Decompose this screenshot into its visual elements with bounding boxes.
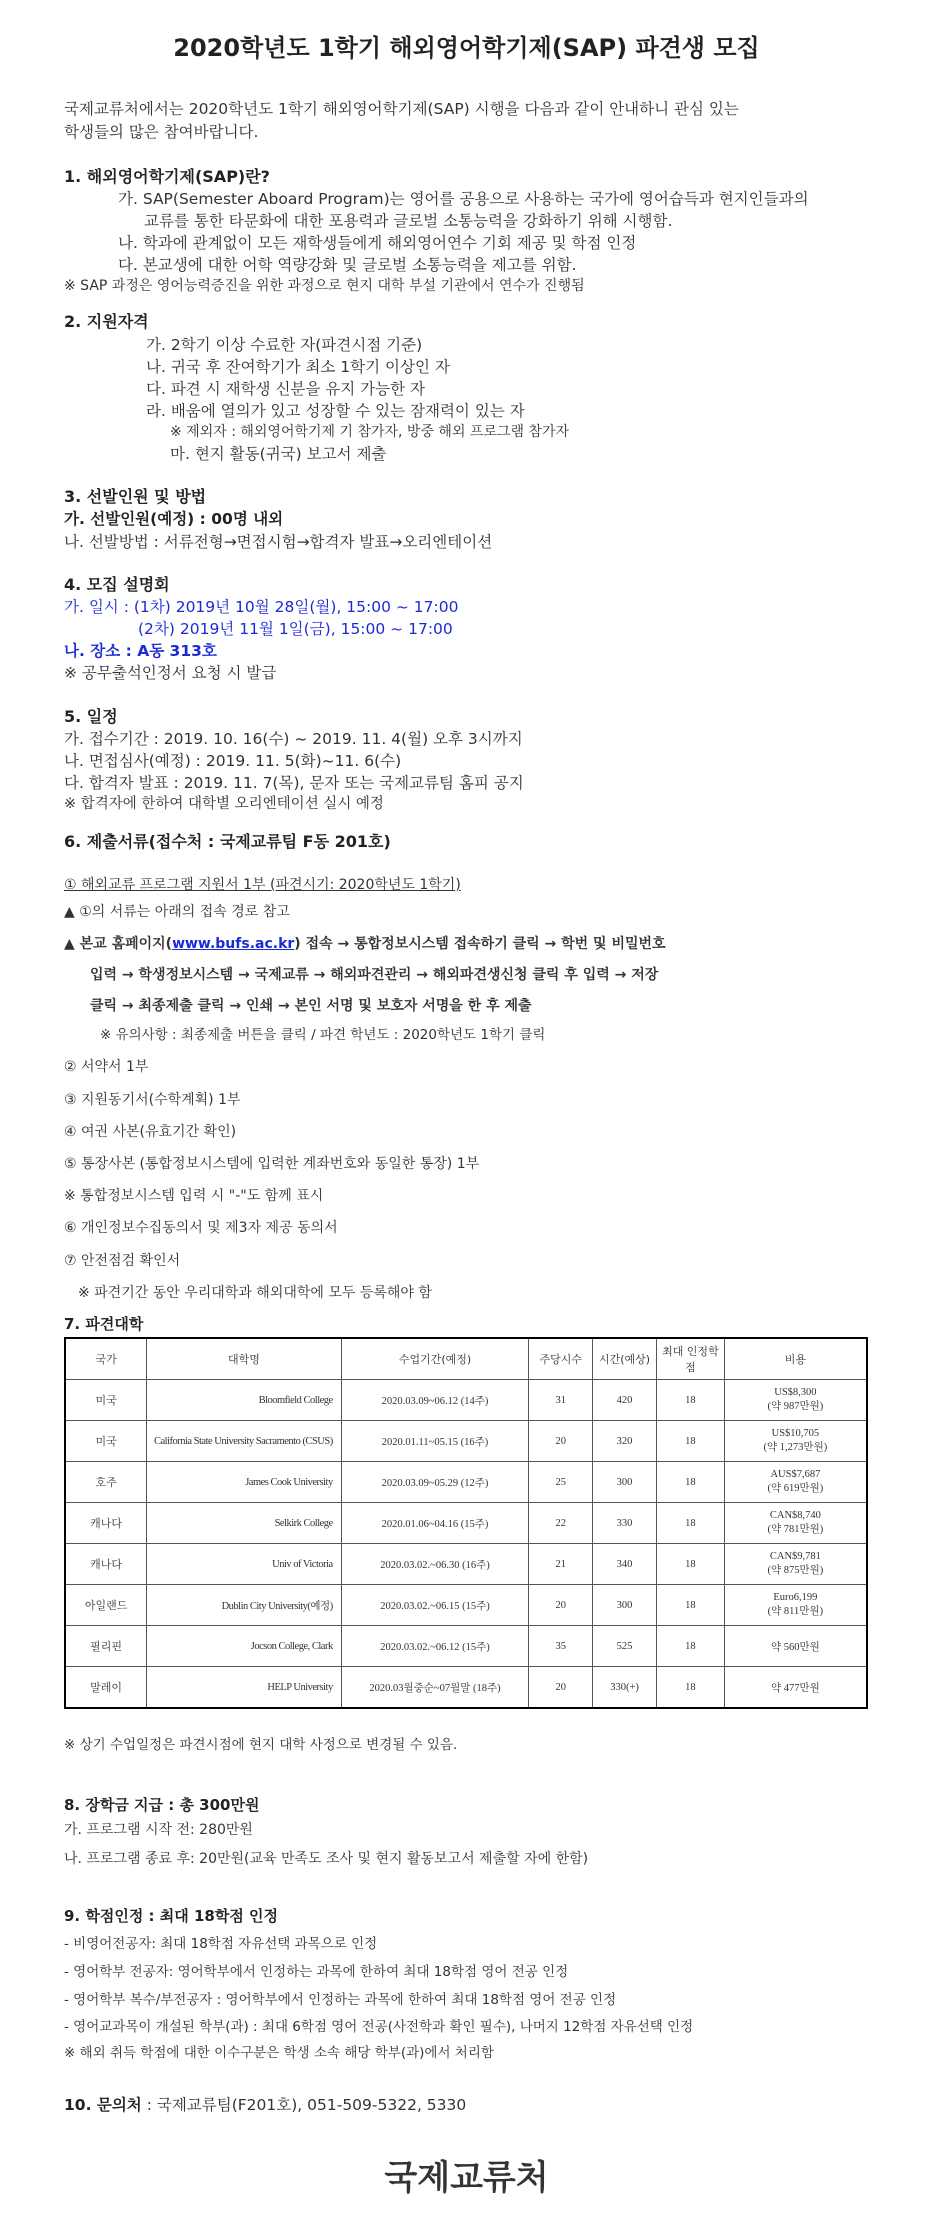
weekly-hours-cell: 20 [529, 1667, 593, 1709]
col-header-country: 국가 [65, 1338, 147, 1380]
country-cell: 필리핀 [65, 1626, 147, 1667]
doc-item-1: ① 해외교류 프로그램 지원서 1부 (파견시기: 2020학년도 1학기) [64, 877, 461, 893]
country-cell: 캐나다 [65, 1503, 147, 1544]
section-5-item-b: 나. 면접심사(예정) : 2019. 11. 5(화)~11. 6(수) [64, 752, 402, 770]
table-row [65, 1626, 867, 1667]
section-1-note: ※ SAP 과정은 영어능력증진을 위한 과정으로 현지 대학 부설 기관에서 연수가 진행됨 [64, 278, 585, 294]
cost-amount: 약 477만원 [770, 1682, 820, 1694]
doc-item-7: ⑦ 안전점검 확인서 [64, 1253, 181, 1269]
section-1-item-a-cont: 교류를 통한 타문화에 대한 포용력과 글로벌 소통능력을 강화하기 위해 시행함. [144, 212, 673, 230]
country-cell: 캐나다 [65, 1544, 147, 1585]
col-header-period: 수업기간(예정) [341, 1338, 529, 1380]
weekly-hours-cell: 21 [529, 1544, 593, 1585]
section-2-heading: 2. 지원자격 [64, 312, 149, 331]
section-2-item-d: 라. 배움에 열의가 있고 성장할 수 있는 잠재력이 있는 자 [146, 402, 525, 420]
section-5-heading: 5. 일정 [64, 707, 118, 726]
cost-krw: (약 811만원) [767, 1606, 824, 1617]
table-row [65, 1380, 867, 1421]
period-cell: 2020.03.02.~06.30 (16주) [341, 1544, 529, 1585]
country-cell: 말레이 [65, 1667, 147, 1709]
cost-cell [724, 1626, 867, 1667]
path-prefix: ▲ 본교 홈페이지( [64, 936, 173, 952]
table-row [65, 1421, 867, 1462]
cost-amount: 약 560만원 [770, 1641, 820, 1653]
section-3-heading: 3. 선발인원 및 방법 [64, 487, 207, 506]
doc-item-6: ⑥ 개인정보수집동의서 및 제3자 제공 동의서 [64, 1220, 338, 1236]
weekly-hours-cell: 25 [529, 1462, 593, 1503]
section-9-item-b: - 영어학부 전공자: 영어학부에서 인정하는 과목에 한하여 최대 18학점 영어 전공 인정 [64, 1964, 569, 1980]
section-4-item-b: 나. 장소 : A동 313호 [64, 642, 217, 660]
footer-office-name: 국제교류처 [384, 2158, 549, 2198]
section-8-heading: 8. 장학금 지급 : 총 300만원 [64, 1796, 260, 1814]
cost-cell [724, 1585, 867, 1626]
total-hours-cell: 340 [593, 1544, 657, 1585]
section-2-note: ※ 제외자 : 해외영어학기제 기 참가자, 방중 해외 프로그램 참가자 [170, 424, 570, 440]
total-hours-cell: 525 [593, 1626, 657, 1667]
total-hours-cell: 420 [593, 1380, 657, 1421]
cost-amount: CAN$8,740 [769, 1510, 821, 1521]
country-cell: 호주 [65, 1462, 147, 1503]
cost-krw: (약 875만원) [767, 1565, 824, 1576]
section-1-item-b: 나. 학과에 관계없이 모든 재학생들에게 해외영어연수 기회 제공 및 학점 인정 [118, 234, 637, 252]
section-4-item-a-second: (2차) 2019년 11월 1일(금), 15:00 ~ 17:00 [138, 620, 453, 638]
cost-cell [724, 1380, 867, 1421]
homepage-link[interactable]: www.bufs.ac.kr [172, 936, 295, 952]
max-credit-cell: 18 [656, 1503, 724, 1544]
section-7-heading: 7. 파견대학 [64, 1315, 144, 1333]
table-row [65, 1585, 867, 1626]
cost-cell [724, 1421, 867, 1462]
doc-access-path-line-2: 입력 → 학생정보시스템 → 국제교류 → 해외파견관리 → 해외파견생신청 클릭 후 입력 → 저장 [90, 967, 659, 983]
doc-item-2: ② 서약서 1부 [64, 1059, 149, 1075]
doc-access-path-line-1 [64, 934, 666, 954]
university-cell: HELP University [147, 1667, 341, 1709]
total-hours-cell: 330 [593, 1503, 657, 1544]
weekly-hours-cell: 20 [529, 1421, 593, 1462]
table-note: ※ 상기 수업일정은 파견시점에 현지 대학 사정으로 변경될 수 있음. [64, 1737, 458, 1753]
country-cell: 아일랜드 [65, 1585, 147, 1626]
total-hours-cell: 320 [593, 1421, 657, 1462]
doc-item-7-note: ※ 파견기간 동안 우리대학과 해외대학에 모두 등록해야 함 [78, 1285, 432, 1301]
doc-item-3: ③ 지원동기서(수학계획) 1부 [64, 1092, 241, 1108]
intro-line-2: 학생들의 많은 참여바랍니다. [64, 123, 259, 141]
col-header-university: 대학명 [147, 1338, 341, 1380]
col-header-weekly-hours: 주당시수 [529, 1338, 593, 1380]
table-row [65, 1667, 867, 1709]
doc-item-5-note: ※ 통합정보시스템 입력 시 "-"도 함께 표시 [64, 1188, 324, 1204]
cost-krw: (약 781만원) [767, 1524, 824, 1535]
table-header-row [65, 1338, 867, 1380]
period-cell: 2020.03.02.~06.15 (15주) [341, 1585, 529, 1626]
cost-cell [724, 1462, 867, 1503]
section-9-item-d: - 영어교과목이 개설된 학부(과) : 최대 6학점 영어 전공(사전학과 확인 필수), 나머지 12학점 자유선택 인정 [64, 2019, 694, 2035]
max-credit-cell: 18 [656, 1462, 724, 1503]
weekly-hours-cell: 22 [529, 1503, 593, 1544]
cost-cell [724, 1667, 867, 1709]
section-2-item-e: 마. 현지 활동(귀국) 보고서 제출 [170, 445, 387, 463]
section-9-note: ※ 해외 취득 학점에 대한 이수구분은 학생 소속 해당 학부(과)에서 처리함 [64, 2045, 494, 2061]
section-8-item-a: 가. 프로그램 시작 전: 280만원 [64, 1822, 253, 1838]
max-credit-cell: 18 [656, 1667, 724, 1709]
country-cell: 미국 [65, 1380, 147, 1421]
country-cell: 미국 [65, 1421, 147, 1462]
table-row [65, 1503, 867, 1544]
cost-krw: (약 987만원) [767, 1401, 824, 1412]
partner-university-table [64, 1337, 868, 1709]
section-9-heading: 9. 학점인정 : 최대 18학점 인정 [64, 1907, 279, 1925]
section-2-item-a: 가. 2학기 이상 수료한 자(파견시점 기준) [146, 336, 423, 354]
max-credit-cell: 18 [656, 1544, 724, 1585]
table-row [65, 1462, 867, 1503]
period-cell: 2020.03.02.~06.12 (15주) [341, 1626, 529, 1667]
doc-access-note: ▲ ①의 서류는 아래의 접속 경로 참고 [64, 904, 290, 920]
section-1-heading: 1. 해외영어학기제(SAP)란? [64, 167, 270, 186]
section-1-item-a: 가. SAP(Semester Aboard Program)는 영어를 공용으로 사용하는 국가에 영어습득과 현지인들과의 [118, 190, 809, 208]
cost-cell [724, 1503, 867, 1544]
max-credit-cell: 18 [656, 1380, 724, 1421]
max-credit-cell: 18 [656, 1626, 724, 1667]
period-cell: 2020.03.09~05.29 (12주) [341, 1462, 529, 1503]
section-4-item-a: 가. 일시 : (1차) 2019년 10월 28일(월), 15:00 ~ 17:00 [64, 598, 459, 616]
doc-item-5: ⑤ 통장사본 (통합정보시스템에 입력한 계좌번호와 동일한 통장) 1부 [64, 1156, 480, 1172]
section-6-heading: 6. 제출서류(접수처 : 국제교류팀 F동 201호) [64, 832, 391, 851]
doc-access-path-line-3: 클릭 → 최종제출 클릭 → 인쇄 → 본인 서명 및 보호자 서명을 한 후 제출 [90, 998, 532, 1014]
section-8-item-b: 나. 프로그램 종료 후: 20만원(교육 만족도 조사 및 현지 활동보고서 제출할 자에 한함) [64, 1851, 589, 1867]
cost-amount: US$10,705 [771, 1428, 820, 1439]
page-title: 2020학년도 1학기 해외영어학기제(SAP) 파견생 모집 [173, 34, 760, 62]
weekly-hours-cell: 31 [529, 1380, 593, 1421]
cost-krw: (약 619만원) [767, 1483, 824, 1494]
university-cell: Dublin City University(예정) [147, 1585, 341, 1626]
university-cell: Selkirk College [147, 1503, 341, 1544]
period-cell: 2020.01.11~05.15 (16주) [341, 1421, 529, 1462]
section-1-item-c: 다. 본교생에 대한 어학 역량강화 및 글로벌 소통능력을 제고를 위함. [118, 256, 577, 274]
intro-line-1: 국제교류처에서는 2020학년도 1학기 해외영어학기제(SAP) 시행을 다음과 같이 안내하니 관심 있는 [64, 100, 739, 118]
section-9-item-a: - 비영어전공자: 최대 18학점 자유선택 과목으로 인정 [64, 1936, 378, 1952]
section-4-heading: 4. 모집 설명회 [64, 575, 170, 594]
col-header-cost: 비용 [724, 1338, 867, 1380]
contact-info: : 국제교류팀(F201호), 051-509-5322, 5330 [141, 2096, 467, 2114]
weekly-hours-cell: 35 [529, 1626, 593, 1667]
weekly-hours-cell: 20 [529, 1585, 593, 1626]
section-10-line [64, 2094, 466, 2116]
period-cell: 2020.01.06~04.16 (15주) [341, 1503, 529, 1544]
max-credit-cell: 18 [656, 1585, 724, 1626]
cost-krw: (약 1,273만원) [763, 1442, 828, 1453]
cost-amount: Euro6,199 [773, 1592, 818, 1603]
col-header-total-hours: 시간(예상) [593, 1338, 657, 1380]
path-suffix: ) 접속 → 통합정보시스템 접속하기 클릭 → 학번 및 비밀번호 [294, 936, 666, 952]
total-hours-cell: 330(+) [593, 1667, 657, 1709]
period-cell: 2020.03월중순~07월말 (18주) [341, 1667, 529, 1709]
section-3-item-b: 나. 선발방법 : 서류전형→면접시험→합격자 발표→오리엔테이션 [64, 533, 493, 551]
max-credit-cell: 18 [656, 1421, 724, 1462]
cost-amount: AUS$7,687 [770, 1469, 821, 1480]
section-5-item-c: 다. 합격자 발표 : 2019. 11. 7(목), 문자 또는 국제교류팀 홈피 공지 [64, 774, 524, 792]
university-cell: Bloomfield College [147, 1380, 341, 1421]
section-5-note: ※ 합격자에 한하여 대학별 오리엔테이션 실시 예정 [64, 796, 384, 812]
section-2-item-c: 다. 파견 시 재학생 신분을 유지 가능한 자 [146, 380, 425, 398]
total-hours-cell: 300 [593, 1585, 657, 1626]
total-hours-cell: 300 [593, 1462, 657, 1503]
section-10-heading: 10. 문의처 [64, 2096, 142, 2114]
col-header-max-credit: 최대 인정학점 [656, 1338, 724, 1380]
table-row [65, 1544, 867, 1585]
doc-item-4: ④ 여권 사본(유효기간 확인) [64, 1124, 237, 1140]
section-4-note: ※ 공무출석인정서 요청 시 발급 [64, 664, 277, 682]
cost-amount: CAN$9,781 [769, 1551, 821, 1562]
cost-cell [724, 1544, 867, 1585]
section-3-item-a: 가. 선발인원(예정) : 00명 내외 [64, 510, 284, 528]
doc-access-caution: ※ 유의사항 : 최종제출 버튼을 클릭 / 파견 학년도 : 2020학년도 1학기 클릭 [100, 1027, 546, 1043]
university-cell: James Cook University [147, 1462, 341, 1503]
university-cell: California State University Sacramento (CSUS) [147, 1421, 341, 1462]
university-cell: Univ of Victoria [147, 1544, 341, 1585]
section-5-item-a: 가. 접수기간 : 2019. 10. 16(수) ~ 2019. 11. 4(월) 오후 3시까지 [64, 730, 523, 748]
section-9-item-c: - 영어학부 복수/부전공자 : 영어학부에서 인정하는 과목에 한하여 최대 18학점 영어 전공 인정 [64, 1992, 617, 2008]
cost-amount: US$8,300 [774, 1387, 817, 1398]
period-cell: 2020.03.09~06.12 (14주) [341, 1380, 529, 1421]
section-2-item-b: 나. 귀국 후 잔여학기가 최소 1학기 이상인 자 [146, 358, 450, 376]
university-cell: Jocson College, Clark [147, 1626, 341, 1667]
